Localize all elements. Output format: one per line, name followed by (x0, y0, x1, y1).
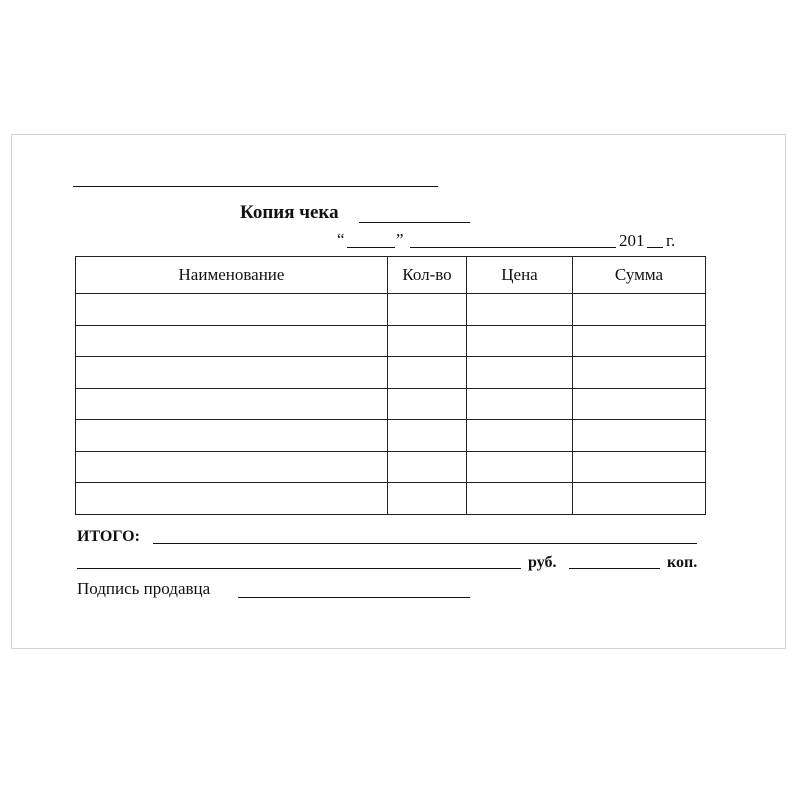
total-amount-blank-line (153, 543, 697, 544)
table-cell-name[interactable] (76, 294, 388, 326)
table-cell-sum[interactable] (573, 420, 706, 452)
table-row (76, 294, 706, 326)
table-cell-quantity[interactable] (388, 388, 467, 420)
items-table (75, 256, 706, 515)
table-row (76, 325, 706, 357)
table-cell-sum[interactable] (573, 357, 706, 389)
total-amount-words-blank-line (77, 568, 521, 569)
table-cell-name[interactable] (76, 483, 388, 515)
table-cell-quantity[interactable] (388, 483, 467, 515)
column-header-price: Цена (467, 257, 573, 294)
table-cell-quantity[interactable] (388, 294, 467, 326)
table-cell-quantity[interactable] (388, 420, 467, 452)
table-cell-name[interactable] (76, 388, 388, 420)
table-cell-price[interactable] (467, 420, 573, 452)
column-header-name: Наименование (76, 257, 388, 294)
date-month-blank-line (410, 247, 616, 248)
seller-signature-blank-line (238, 597, 470, 598)
table-cell-price[interactable] (467, 451, 573, 483)
table-cell-sum[interactable] (573, 325, 706, 357)
table-cell-quantity[interactable] (388, 357, 467, 389)
table-cell-quantity[interactable] (388, 325, 467, 357)
table-cell-price[interactable] (467, 294, 573, 326)
table-cell-price[interactable] (467, 357, 573, 389)
table-row (76, 420, 706, 452)
kopecks-blank-line (569, 568, 660, 569)
table-cell-price[interactable] (467, 325, 573, 357)
table-cell-price[interactable] (467, 483, 573, 515)
date-day-blank-line (347, 247, 395, 248)
seller-signature-label: Подпись продавца (77, 579, 211, 598)
table-cell-name[interactable] (76, 420, 388, 452)
date-year-prefix: 201 (619, 231, 645, 250)
table-cell-sum[interactable] (573, 388, 706, 420)
table-cell-name[interactable] (76, 357, 388, 389)
form-title: Копия чека (240, 202, 339, 223)
table-cell-price[interactable] (467, 388, 573, 420)
date-quote-close: ” (396, 230, 404, 249)
table-cell-sum[interactable] (573, 294, 706, 326)
table-cell-name[interactable] (76, 451, 388, 483)
receipt-number-blank-line (359, 222, 470, 223)
total-label: ИТОГО: (77, 528, 140, 545)
date-year-blank-line (647, 247, 663, 248)
table-row (76, 451, 706, 483)
table-header-row (76, 257, 706, 294)
table-row (76, 357, 706, 389)
rubles-label: руб. (528, 554, 557, 571)
date-quote-open: “ (337, 230, 345, 249)
date-year-suffix: г. (666, 231, 676, 250)
table-cell-quantity[interactable] (388, 451, 467, 483)
table-cell-sum[interactable] (573, 483, 706, 515)
table-cell-name[interactable] (76, 325, 388, 357)
table-cell-sum[interactable] (573, 451, 706, 483)
column-header-quantity: Кол-во (388, 257, 467, 294)
kopecks-label: коп. (667, 554, 698, 571)
table-row (76, 483, 706, 515)
table-row (76, 388, 706, 420)
organization-blank-line (73, 186, 438, 187)
column-header-sum: Сумма (573, 257, 706, 294)
